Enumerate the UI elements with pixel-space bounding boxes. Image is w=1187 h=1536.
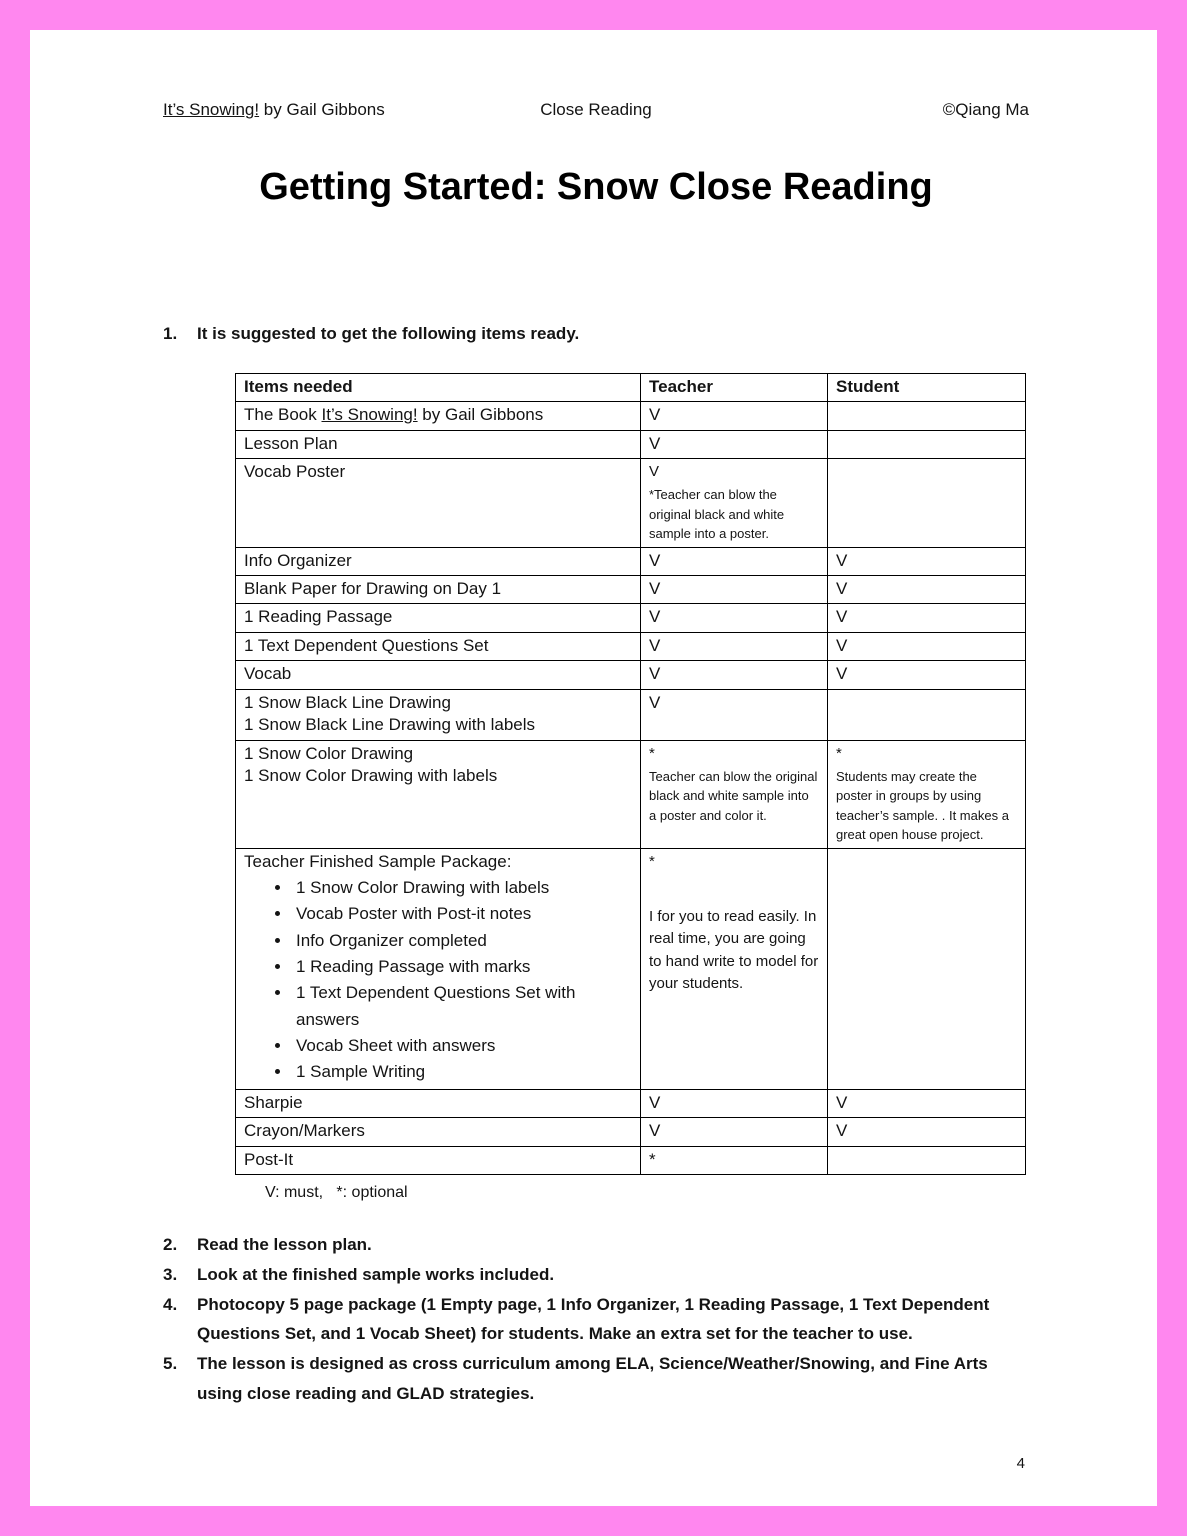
teacher-cell: V — [641, 1118, 828, 1146]
header-book-author: by Gail Gibbons — [259, 100, 385, 119]
teacher-note: I for you to read easily. In real time, you are going to hand write to model for your students. — [649, 907, 819, 993]
item-line-1: 1 Snow Black Line Drawing — [244, 692, 451, 712]
column-header-items-needed: Items needed — [236, 373, 641, 401]
student-cell: V — [828, 604, 1026, 632]
bullet-item: • 1 Reading Passage with marks — [292, 954, 632, 980]
step-number: 4. — [163, 1294, 178, 1314]
teacher-cell: V — [641, 576, 828, 604]
step-2 — [163, 1230, 1029, 1260]
teacher-mark: * — [649, 744, 655, 762]
bullet-item: • 1 Text Dependent Questions Set with answers — [292, 980, 632, 1033]
table-row — [236, 430, 1026, 458]
item-cell: Vocab — [236, 661, 641, 689]
step-5 — [163, 1349, 1029, 1409]
teacher-note: *Teacher can blow the original black and white sample into a poster. — [649, 487, 785, 542]
item-cell: Blank Paper for Drawing on Day 1 — [236, 576, 641, 604]
student-mark: * — [836, 744, 842, 762]
items-table — [235, 373, 1026, 1175]
teacher-mark: V — [649, 463, 660, 481]
teacher-cell: V — [641, 402, 828, 430]
item-cell: Info Organizer — [236, 547, 641, 575]
item-line-2: 1 Snow Color Drawing with labels — [244, 766, 498, 786]
table-row — [236, 689, 1026, 740]
teacher-cell — [641, 740, 828, 848]
teacher-cell: V — [641, 632, 828, 660]
item-cell: Sharpie — [236, 1089, 641, 1117]
student-cell — [828, 689, 1026, 740]
bullet-item: • Info Organizer completed — [292, 928, 632, 954]
teacher-cell: V — [641, 604, 828, 632]
teacher-cell: * — [641, 1146, 828, 1174]
page-number: 4 — [1016, 1455, 1025, 1472]
teacher-cell: V — [641, 689, 828, 740]
table-row — [236, 576, 1026, 604]
teacher-note: Teacher can blow the original black and white sample into a poster and color it. — [649, 768, 818, 823]
student-cell — [828, 430, 1026, 458]
table-row — [236, 604, 1026, 632]
table-row — [236, 547, 1026, 575]
item-cell: 1 Reading Passage — [236, 604, 641, 632]
student-cell: V — [828, 576, 1026, 604]
item-cell: Post-It — [236, 1146, 641, 1174]
table-row — [236, 1146, 1026, 1174]
page-title: Getting Started: Snow Close Reading — [259, 166, 933, 208]
student-cell: V — [828, 1089, 1026, 1117]
student-cell — [828, 848, 1026, 1089]
teacher-cell: V — [641, 547, 828, 575]
table-row — [236, 402, 1026, 430]
student-note: Students may create the poster in groups by using teacher’s sample. . It makes a great open house project. — [836, 768, 1009, 843]
steps-list — [163, 1230, 1029, 1409]
teacher-cell: V — [641, 661, 828, 689]
item-cell: Crayon/Markers — [236, 1118, 641, 1146]
item-heading: Teacher Finished Sample Package: — [244, 851, 512, 871]
table-row — [236, 459, 1026, 548]
bullet-item: • Vocab Poster with Post-it notes — [292, 901, 632, 927]
teacher-cell: V — [641, 1089, 828, 1117]
step-text: Look at the finished sample works included. — [197, 1264, 555, 1284]
step-number: 3. — [163, 1264, 178, 1284]
step-number: 1. — [163, 324, 178, 343]
student-cell — [828, 459, 1026, 548]
table-row — [236, 848, 1026, 1089]
step-number: 5. — [163, 1354, 178, 1374]
teacher-mark: * — [649, 852, 655, 870]
student-cell: V — [828, 1118, 1026, 1146]
item-book-title: It’s Snowing! — [321, 405, 418, 425]
item-cell: Lesson Plan — [236, 430, 641, 458]
step-text: Photocopy 5 page package (1 Empty page, 1 Info Organizer, 1 Reading Passage, 1 Text Dependent Questions Set, and 1 Vocab Sheet) for students. Make an extra set for the teacher to use. — [197, 1294, 990, 1344]
document-header — [163, 100, 1029, 120]
item-cell — [236, 402, 641, 430]
item-cell — [236, 848, 641, 1089]
table-row — [236, 661, 1026, 689]
bullet-item: • Vocab Sheet with answers — [292, 1033, 632, 1059]
table-header-row — [236, 373, 1026, 401]
student-cell: V — [828, 632, 1026, 660]
step-text: The lesson is designed as cross curriculum among ELA, Science/Weather/Snowing, and Fine Arts using close reading and GLAD strategies. — [197, 1354, 988, 1403]
table-row — [236, 1089, 1026, 1117]
student-cell: V — [828, 661, 1026, 689]
student-cell — [828, 402, 1026, 430]
step-number: 2. — [163, 1235, 178, 1255]
table-legend: V: must, *: optional — [265, 1184, 408, 1202]
header-copyright: ©Qiang Ma — [942, 100, 1029, 119]
item-cell: 1 Text Dependent Questions Set — [236, 632, 641, 660]
student-cell: V — [828, 547, 1026, 575]
header-center: Close Reading — [540, 100, 652, 119]
step-3 — [163, 1260, 1029, 1290]
document-page — [30, 30, 1157, 1506]
step-1 — [163, 319, 1029, 349]
item-cell: Vocab Poster — [236, 459, 641, 548]
student-cell — [828, 740, 1026, 848]
item-text: by Gail Gibbons — [417, 405, 544, 425]
teacher-cell — [641, 848, 828, 1089]
item-text: The Book — [244, 405, 322, 425]
table-row — [236, 632, 1026, 660]
bullet-item: • 1 Sample Writing — [292, 1059, 632, 1085]
column-header-teacher: Teacher — [641, 373, 828, 401]
student-cell — [828, 1146, 1026, 1174]
item-line-1: 1 Snow Color Drawing — [244, 743, 414, 763]
bullet-item: • 1 Snow Color Drawing with labels — [292, 875, 632, 901]
item-cell — [236, 740, 641, 848]
column-header-student: Student — [828, 373, 1026, 401]
step-4 — [163, 1290, 1029, 1350]
teacher-cell: V — [641, 430, 828, 458]
step-text: It is suggested to get the following items ready. — [197, 324, 580, 343]
item-line-2: 1 Snow Black Line Drawing with labels — [244, 715, 536, 735]
item-cell — [236, 689, 641, 740]
header-book-title: It’s Snowing! — [163, 100, 260, 119]
teacher-cell — [641, 459, 828, 548]
item-bullet-list — [244, 875, 632, 1086]
table-row — [236, 740, 1026, 848]
header-left — [163, 100, 540, 120]
step-text: Read the lesson plan. — [197, 1235, 372, 1255]
table-row — [236, 1118, 1026, 1146]
